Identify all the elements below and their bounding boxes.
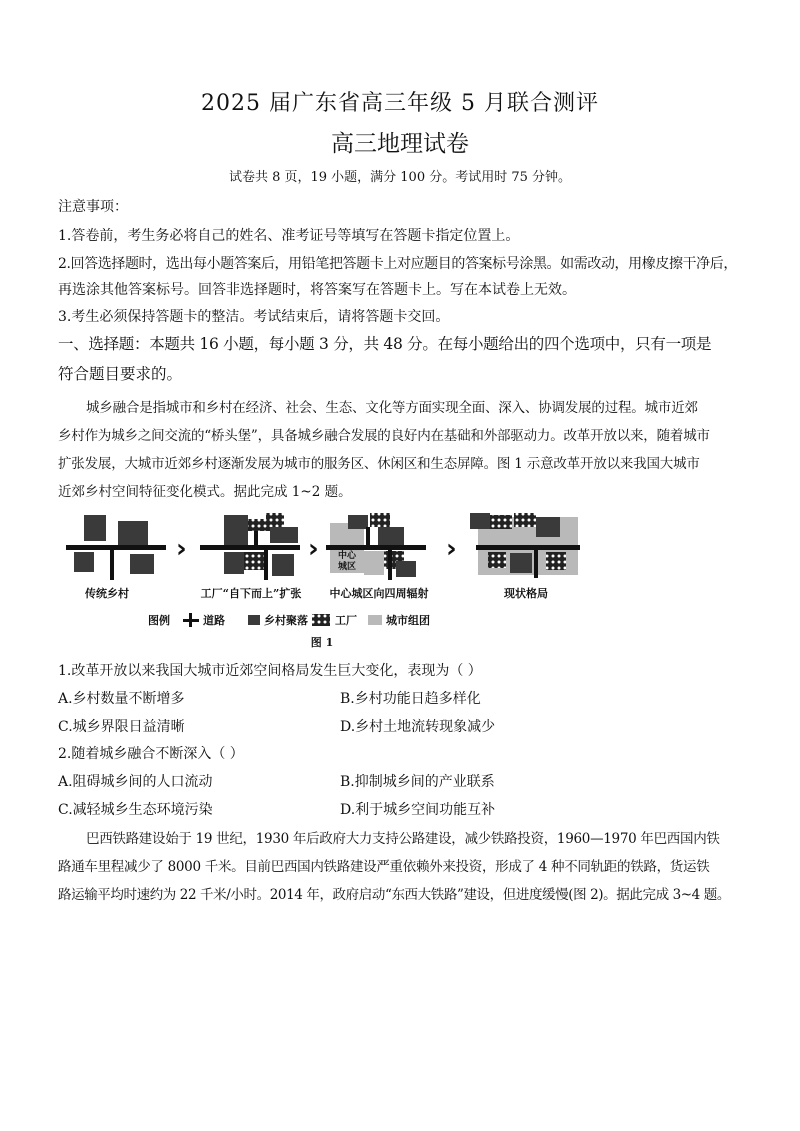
village-block (224, 515, 248, 545)
stage-2-label: 工厂“自下而上”扩张 (200, 587, 302, 600)
factory-block (266, 513, 284, 527)
stage-arrow-3: › (446, 534, 457, 564)
stage-arrow-2: › (308, 534, 319, 564)
question-1-stem: 1.改革开放以来我国大城市近郊空间格局发生巨大变化，表现为（ ） (58, 663, 482, 679)
stage-4-label: 现状格局 (504, 587, 548, 600)
figure-1-caption: 图 1 (310, 636, 334, 649)
village-block (396, 561, 416, 577)
village-block (348, 515, 368, 529)
question-2-option-c: C.减轻城乡生态环境污染 (58, 802, 213, 818)
passage-1-line-2: 乡村作为城乡之间交流的“桥头堡”，具备城乡融合发展的良好内在基础和外部驱动力。改革开放以来，随着城市 (58, 428, 710, 444)
figure-1-diagram (58, 505, 618, 650)
exam-subtitle: 高三地理试卷 (331, 131, 469, 157)
passage-1-line-3: 扩张发展，大城市近郊乡村逐渐发展为城市的服务区、休闲区和生态屏障。图 1 示意改革开放以来我国大城市 (58, 456, 700, 472)
city-block (364, 551, 384, 575)
road (254, 531, 258, 545)
exam-info: 试卷共 8 页，19 小题，满分 100 分。考试用时 75 分钟。 (228, 170, 572, 185)
stage-2-diagram (200, 513, 300, 580)
factory-block (244, 552, 264, 570)
legend-factory-icon (312, 614, 330, 626)
factory-block (490, 515, 512, 529)
legend-title: 图例 (148, 614, 170, 627)
village-block (74, 552, 94, 572)
village-block (130, 554, 154, 574)
section-1-heading-line-2: 符合题目要求的。 (58, 365, 183, 383)
legend-village-label: 乡村聚落 (264, 614, 308, 627)
legend-road-icon-stem (189, 613, 192, 627)
village-block (536, 517, 560, 537)
figure-1 (58, 505, 618, 650)
central-city-label-line-2: 城区 (338, 562, 357, 572)
question-1-option-c: C.城乡界限日益清晰 (58, 719, 185, 735)
question-2-option-b: B.抑制城乡间的产业联系 (340, 774, 495, 790)
question-2-option-d: D.利于城乡空间功能互补 (340, 802, 496, 818)
village-block (84, 515, 106, 541)
village-block (270, 527, 298, 543)
question-1-option-b: B.乡村功能日趋多样化 (340, 691, 481, 707)
stage-3-label: 中心城区向四周辐射 (329, 587, 429, 600)
passage-2-line-2: 路通车里程减少了 8000 千米。目前巴西国内铁路建设严重依赖外来投资，形成了 4 种不同轨距的铁路，货运铁 (58, 859, 710, 875)
legend-city-icon (368, 615, 382, 625)
passage-1-line-1: 城乡融合是指城市和乡村在经济、社会、生态、文化等方面实现全面、深入、协调发展的过程。城市近郊 (86, 400, 698, 416)
central-city-label-line-1: 中心 (338, 551, 357, 561)
road (264, 550, 268, 580)
passage-2-line-1: 巴西铁路建设始于 19 世纪，1930 年后政府大力支持公路建设，减少铁路投资，1960—1970 年巴西国内铁 (86, 831, 720, 847)
village-block (272, 554, 294, 576)
stage-4-diagram (470, 513, 580, 578)
legend-city-label: 城市组团 (386, 614, 430, 627)
legend-factory-label: 工厂 (335, 614, 357, 627)
stage-1-diagram (66, 515, 166, 580)
section-1-heading-line-1: 一、选择题：本题共 16 小题，每小题 3 分，共 48 分。在每小题给出的四个选项中，只有一项是 (58, 335, 712, 353)
stage-1-label: 传统乡村 (85, 587, 129, 600)
village-block (470, 513, 490, 529)
factory-block (370, 513, 390, 527)
village-block (118, 521, 148, 547)
question-1-option-d: D.乡村土地流转现象减少 (340, 719, 496, 735)
road (366, 527, 370, 545)
question-2-stem: 2.随着城乡融合不断深入（ ） (58, 746, 244, 762)
village-block (378, 527, 404, 545)
notice-item-2-line-2: 再选涂其他答案标号。回答非选择题时，将答案写在答题卡上。写在本试卷上无效。 (58, 282, 576, 298)
legend-road-label: 道路 (203, 614, 225, 627)
passage-1-line-4: 近郊乡村空间特征变化模式。据此完成 1~2 题。 (58, 484, 352, 500)
notice-item-2-line-1: 2.回答选择题时，选出每小题答案后，用铅笔把答题卡上对应题目的答案标号涂黑。如需改动，用橡皮擦干净后， (58, 256, 737, 272)
road (66, 545, 166, 550)
factory-block (546, 552, 566, 570)
notice-item-1: 1.答卷前，考生务必将自己的姓名、准考证号等填写在答题卡指定位置上。 (58, 228, 520, 244)
question-1-option-a: A.乡村数量不断增多 (58, 691, 185, 707)
road (476, 545, 580, 550)
exam-title: 2025 届广东省高三年级 5 月联合测评 (201, 91, 599, 116)
factory-block (488, 552, 506, 568)
question-2-option-a: A.阻碍城乡间的人口流动 (58, 774, 213, 790)
notice-item-3: 3.考生必须保持答题卡的整洁。考试结束后，请将答题卡交回。 (58, 309, 450, 325)
road (200, 545, 300, 550)
road (110, 550, 114, 580)
passage-2-line-3: 路运输平均时速约为 22 千米/小时。2014 年，政府启动“东西大铁路”建设，但进度缓慢(图 2)。据此完成 3~4 题。 (58, 887, 730, 903)
legend-village-icon (248, 615, 260, 625)
stage-arrow-1: › (176, 534, 187, 564)
road (388, 550, 392, 580)
village-block (510, 553, 532, 573)
stage-3-diagram (326, 513, 426, 580)
factory-block (514, 513, 536, 527)
notice-heading: 注意事项： (58, 199, 128, 215)
road (534, 550, 538, 578)
village-block (224, 552, 244, 574)
road (326, 545, 426, 550)
